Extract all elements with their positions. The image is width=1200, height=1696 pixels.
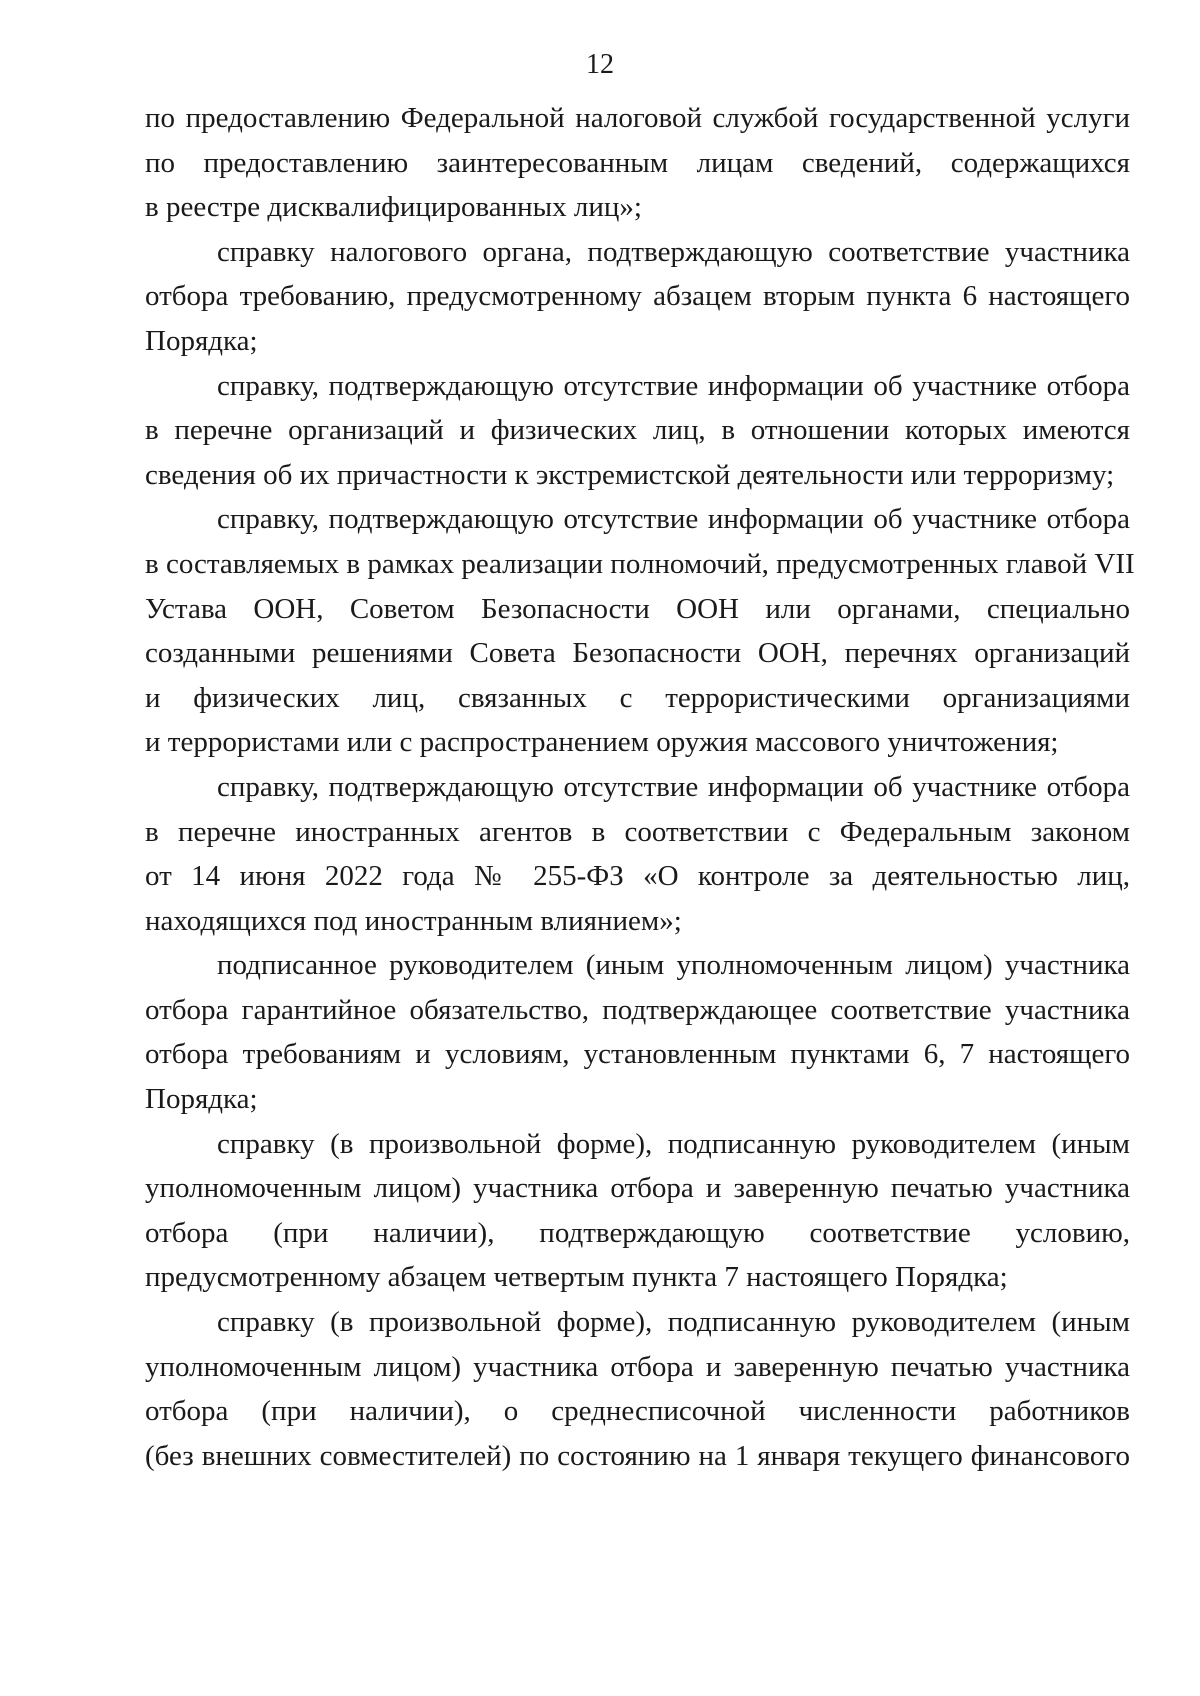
text-line: справку, подтверждающую отсутствие информации об участнике отбора [217, 503, 1130, 536]
text-line: справку (в произвольной форме), подписанную руководителем (иным [217, 1127, 1130, 1160]
document-body [145, 96, 1135, 1478]
text-line: по предоставлению Федеральной налоговой службой государственной услуги [145, 102, 1130, 134]
text-line: от 14 июня 2022 года № 255-ФЗ «О контроле за деятельностью лиц, [145, 860, 1130, 893]
text-line: справку, подтверждающую отсутствие информации об участнике отбора [217, 770, 1130, 803]
text-line: и физических лиц, связанных с террористическими организациями [145, 681, 1130, 714]
text-line: отбора (при наличии), подтверждающую соответствие условию, [145, 1216, 1130, 1249]
text-line: в перечне организаций и физических лиц, в отношении которых имеются [145, 414, 1130, 447]
text-line: справку, подтверждающую отсутствие информации об участнике отбора [217, 369, 1130, 402]
page-number: 12 [586, 49, 614, 80]
text-line: по предоставлению заинтересованным лицам сведений, содержащихся [145, 146, 1130, 179]
text-line: Устава ООН, Советом Безопасности ООН или органами, специально [145, 592, 1130, 625]
paragraph [145, 765, 1130, 943]
text-line: справку (в произвольной форме), подписанную руководителем (иным [217, 1306, 1130, 1339]
text-line: (без внешних совместителей) по состоянию на 1 января текущего финансового [145, 1439, 1130, 1472]
paragraph [145, 364, 1130, 498]
paragraph [145, 1122, 1130, 1300]
text-line: в перечне иностранных агентов в соответствии с Федеральным законом [145, 815, 1130, 848]
text-line: и террористами или с распространением оружия массового уничтожения; [145, 726, 1059, 759]
paragraph [145, 943, 1130, 1121]
text-line: уполномоченным лицом) участника отбора и заверенную печатью участника [145, 1350, 1130, 1383]
text-line: в составляемых в рамках реализации полномочий, предусмотренных главой VII [145, 547, 1135, 580]
paragraph [145, 230, 1130, 364]
text-line: отбора требованию, предусмотренному абзацем вторым пункта 6 настоящего [145, 280, 1130, 313]
text-line: отбора гарантийное обязательство, подтверждающее соответствие участника [145, 993, 1130, 1026]
text-line: уполномоченным лицом) участника отбора и заверенную печатью участника [145, 1172, 1130, 1205]
text-line: отбора (при наличии), о среднесписочной численности работников [145, 1395, 1130, 1428]
text-line: предусмотренному абзацем четвертым пункта 7 настоящего Порядка; [145, 1261, 1008, 1294]
text-line: сведения об их причастности к экстремистской деятельности или терроризму; [145, 458, 1115, 491]
text-line: Порядка; [145, 1083, 258, 1116]
text-line: находящихся под иностранным влиянием»; [145, 904, 682, 937]
text-line: созданными решениями Совета Безопасности ООН, перечнях организаций [145, 637, 1130, 670]
paragraph [145, 1300, 1130, 1478]
text-line: Порядка; [145, 324, 258, 357]
paragraph [145, 497, 1135, 765]
text-line: отбора требованиям и условиям, установленным пунктами 6, 7 настоящего [145, 1038, 1130, 1071]
text-line: справку налогового органа, подтверждающую соответствие участника [217, 235, 1130, 268]
paragraph [145, 96, 1130, 230]
text-line: подписанное руководителем (иным уполномоченным лицом) участника [217, 949, 1130, 982]
text-line: в реестре дисквалифицированных лиц»; [145, 191, 642, 224]
